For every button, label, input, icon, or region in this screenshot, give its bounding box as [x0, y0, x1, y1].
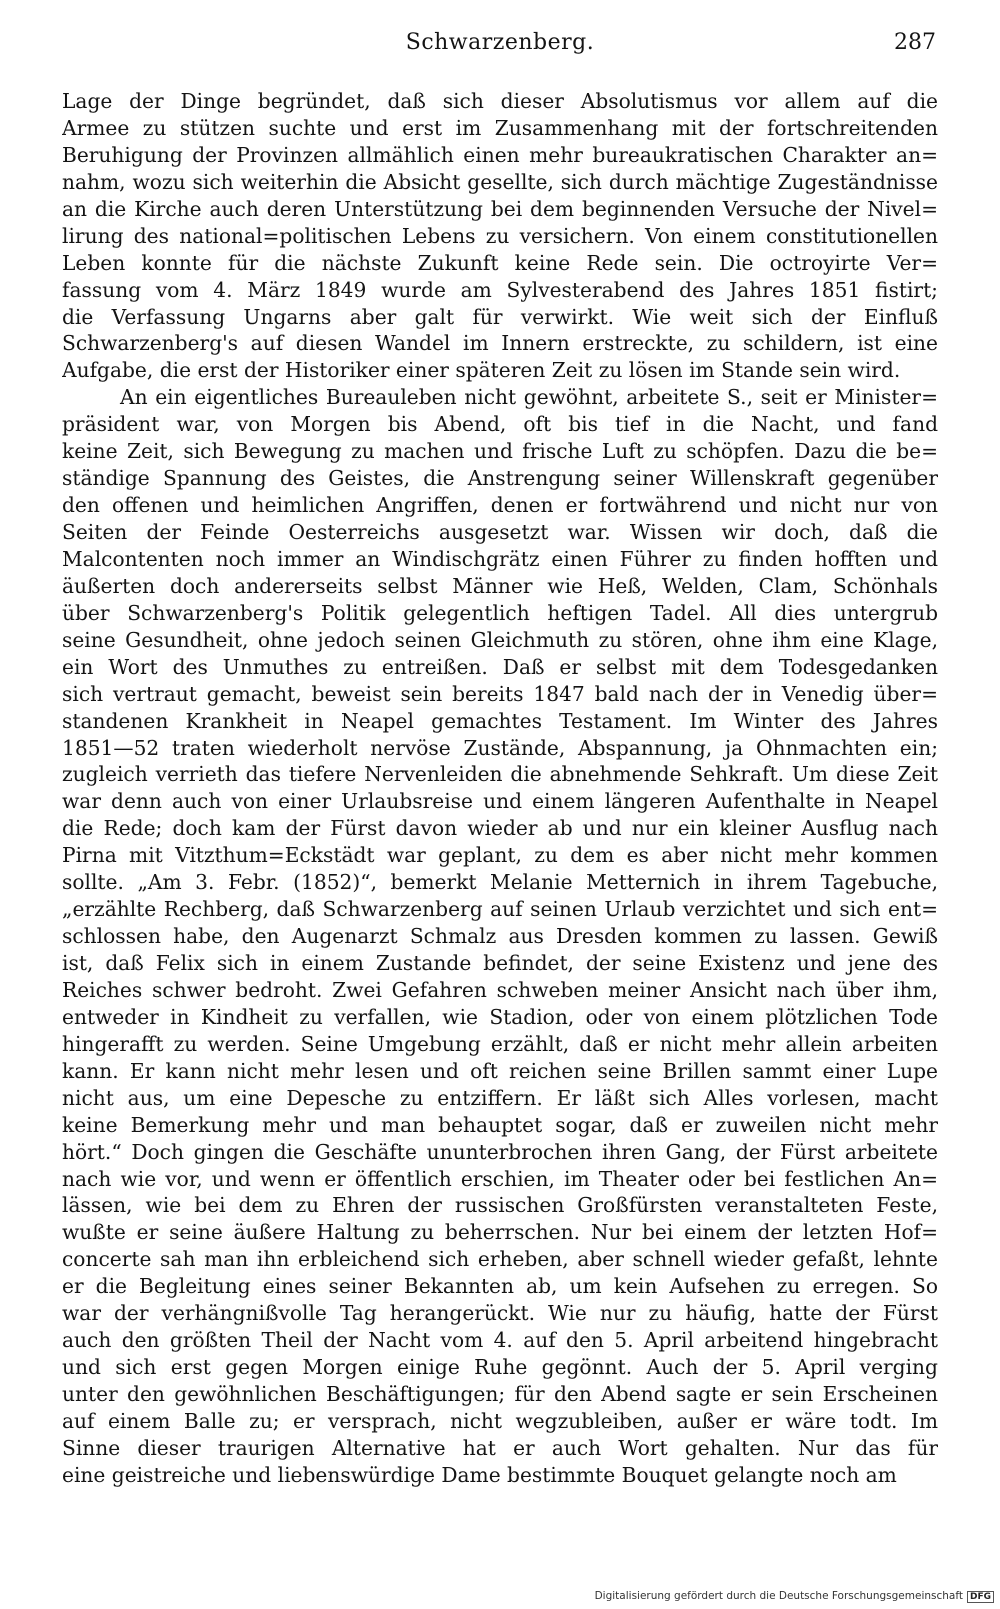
text-line: „erzählte Rechberg, daß Schwarzenberg auf seinen Urlaub verzichtet und sich ent=: [62, 897, 938, 922]
text-line: concerte sah man ihn erbleichend sich erheben, aber schnell wieder gefaßt, lehnte: [62, 1247, 938, 1272]
text-line: nicht aus, um eine Depesche zu entziffern. Er läßt sich Alles vorlesen, macht: [62, 1085, 938, 1110]
text-line: lirung des national=politischen Lebens zu versichern. Von einem constitutionellen: [62, 223, 938, 248]
text-line: ständige Spannung des Geistes, die Anstrengung seiner Willenskraft gegenüber: [62, 466, 938, 491]
text-line: über Schwarzenberg's Politik gelegentlich heftigen Tadel. All dies untergrub: [62, 600, 938, 625]
text-line: ein Wort des Unmuthes zu entreißen. Daß er selbst mit dem Todesgedanken: [62, 654, 938, 679]
text-line: fassung vom 4. März 1849 wurde am Sylvesterabend des Jahres 1851 fistirt;: [62, 277, 938, 302]
text-line: keine Zeit, sich Bewegung zu machen und frische Luft zu schöpfen. Dazu die be=: [62, 439, 938, 464]
text-line: war der verhängnißvolle Tag herangerückt. Wie nur zu häufig, hatte der Fürst: [62, 1301, 938, 1326]
text-line: die Rede; doch kam der Fürst davon wieder ab und nur ein kleiner Ausflug nach: [62, 816, 938, 841]
text-line: und sich erst gegen Morgen einige Ruhe gegönnt. Auch der 5. April verging: [62, 1355, 938, 1380]
text-line: wußte er seine äußere Haltung zu beherrschen. Nur bei einem der letzten Hof=: [62, 1220, 938, 1245]
text-line: Leben konnte für die nächste Zukunft keine Rede sein. Die octroyirte Ver=: [62, 250, 938, 275]
text-line: Beruhigung der Provinzen allmählich einen mehr bureaukratischen Charakter an=: [62, 142, 938, 167]
text-line: seine Gesundheit, ohne jedoch seinen Gleichmuth zu stören, ohne ihm eine Klage,: [62, 627, 938, 652]
footer-credit: [595, 1590, 994, 1603]
text-line: standenen Krankheit in Neapel gemachtes Testament. Im Winter des Jahres: [62, 708, 938, 733]
text-line: den offenen und heimlichen Angriffen, denen er fortwährend und nicht nur von: [62, 493, 938, 518]
text-line: auch den größten Theil der Nacht vom 4. auf den 5. April arbeitend hingebracht: [62, 1328, 938, 1353]
page-header: [62, 30, 938, 64]
text-line: Malcontenten noch immer an Windischgrätz einen Führer zu finden hofften und: [62, 546, 938, 571]
text-line: Reiches schwer bedroht. Zwei Gefahren schweben meiner Ansicht nach über ihm,: [62, 977, 938, 1002]
text-line: ist, daß Felix sich in einem Zustande befindet, der seine Existenz und jene des: [62, 951, 938, 975]
text-line: nahm, wozu sich weiterhin die Absicht gesellte, sich durch mächtige Zugeständnisse: [62, 169, 938, 194]
text-line: war denn auch von einer Urlaubsreise und einem längeren Aufenthalte in Neapel: [62, 789, 938, 814]
text-line: eine geistreiche und liebenswürdige Dame bestimmte Bouquet gelangte noch am: [62, 1462, 897, 1487]
text-line: sich vertraut gemacht, beweist sein bereits 1847 bald nach der in Venedig über=: [62, 681, 938, 706]
running-head: Schwarzenberg.: [405, 30, 595, 55]
text-line: Pirna mit Vitzthum=Eckstädt war geplant, zu dem es aber nicht mehr kommen: [62, 843, 938, 868]
text-line: nach wie vor, und wenn er öffentlich erschien, im Theater oder bei festlichen An=: [62, 1166, 938, 1191]
text-line: 1851—52 traten wiederholt nervöse Zustände, Abspannung, ja Ohnmachten ein;: [62, 735, 938, 760]
text-line: schlossen habe, den Augenarzt Schmalz aus Dresden kommen zu lassen. Gewiß: [62, 924, 938, 949]
text-line: äußerten doch andererseits selbst Männer wie Heß, Welden, Clam, Schönhals: [62, 573, 938, 598]
text-line: entweder in Kindheit zu verfallen, wie Stadion, oder von einem plötzlichen Tode: [62, 1004, 938, 1029]
page-number: 287: [894, 30, 936, 55]
text-line: auf einem Balle zu; er versprach, nicht wegzubleiben, außer er wäre todt. Im: [62, 1408, 938, 1433]
text-line: an die Kirche auch deren Unterstützung bei dem beginnenden Versuche der Nivel=: [62, 196, 938, 221]
text-line: zugleich verrieth das tiefere Nervenleiden die abnehmende Sehkraft. Um diese Zeit: [62, 762, 938, 787]
text-line: Lage der Dinge begründet, daß sich dieser Absolutismus vor allem auf die: [62, 89, 938, 113]
text-line: hört.“ Doch gingen die Geschäfte ununterbrochen ihren Gang, der Fürst arbeitete: [62, 1139, 938, 1164]
text-line: Aufgabe, die erst der Historiker einer späteren Zeit zu lösen im Stande sein wird.: [62, 358, 901, 383]
text-line: lässen, wie bei dem zu Ehren der russischen Großfürsten veranstalteten Feste,: [62, 1193, 938, 1218]
text-line: Armee zu stützen suchte und erst im Zusammenhang mit der fortschreitenden: [62, 115, 938, 140]
footer-credit-text: Digitalisierung gefördert durch die Deutsche Forschungsgemeinschaft: [594, 1590, 963, 1602]
text-line: die Verfassung Ungarns aber galt für verwirkt. Wie weit sich der Einfluß: [62, 304, 938, 329]
dfg-logo: DFG: [967, 1591, 994, 1603]
text-line: präsident war, von Morgen bis Abend, oft bis tief in die Nacht, und fand: [62, 412, 938, 437]
text-line: keine Bemerkung mehr und man behauptet sogar, daß er zuweilen nicht mehr: [62, 1112, 938, 1137]
body-text: [62, 88, 938, 1550]
text-line: kann. Er kann nicht mehr lesen und oft reichen seine Brillen sammt einer Lupe: [62, 1058, 938, 1083]
text-line: er die Begleitung eines seiner Bekannten ab, um kein Aufsehen zu erregen. So: [62, 1274, 938, 1299]
text-line: sollte. „Am 3. Febr. (1852)“, bemerkt Melanie Metternich in ihrem Tagebuche,: [62, 870, 938, 895]
text-line: unter den gewöhnlichen Beschäftigungen; für den Abend sagte er sein Erscheinen: [62, 1382, 938, 1406]
text-line: hingerafft zu werden. Seine Umgebung erzählt, daß er nicht mehr allein arbeiten: [62, 1031, 938, 1056]
text-line: Seiten der Feinde Oesterreichs ausgesetzt war. Wissen wir doch, daß die: [62, 520, 938, 544]
text-line: An ein eigentliches Bureauleben nicht gewöhnt, arbeitete S., seit er Minister=: [120, 385, 938, 410]
text-line: Sinne dieser traurigen Alternative hat er auch Wort gehalten. Nur das für: [62, 1435, 938, 1460]
text-line: Schwarzenberg's auf diesen Wandel im Innern erstreckte, zu schildern, ist eine: [62, 331, 938, 356]
